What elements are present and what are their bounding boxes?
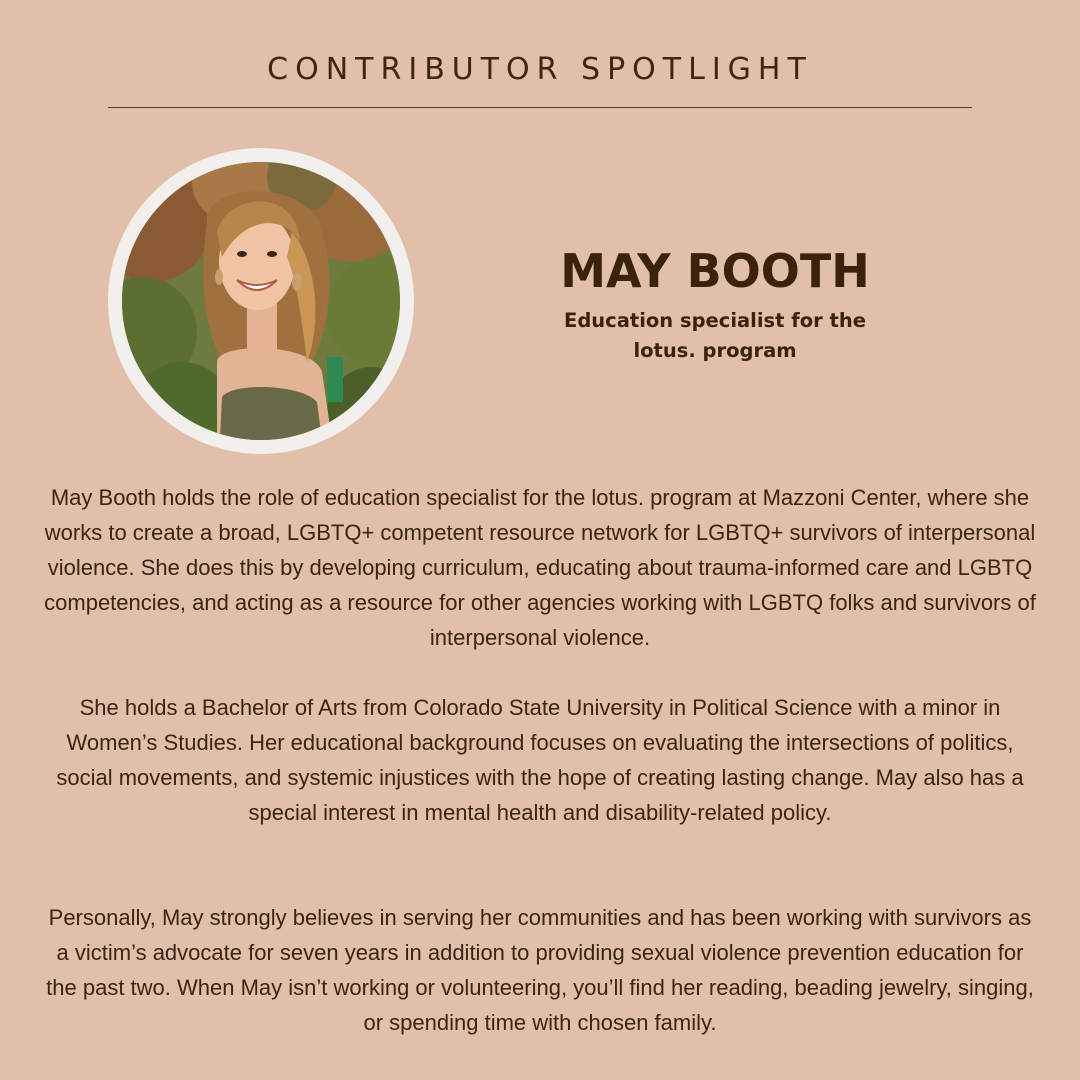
bio-paragraph-2: She holds a Bachelor of Arts from Colorado State University in Political Science with a minor in Women’s Studies. Her educational background focuses on evaluating the intersections of politics, social movements, and systemic injustices with the hope of creating lasting change. May also has a special interest in mental health and disability-related policy. bbox=[56, 695, 1024, 825]
contributor-role bbox=[540, 306, 890, 366]
header-divider bbox=[108, 107, 972, 108]
contributor-name: MAY BOOTH bbox=[560, 244, 870, 298]
role-line-1: Education specialist for the bbox=[564, 309, 866, 332]
page-title: CONTRIBUTOR SPOTLIGHT bbox=[267, 52, 813, 87]
profile-photo-frame bbox=[108, 148, 414, 454]
role-line-2: lotus. program bbox=[633, 339, 797, 362]
portrait-photo-icon bbox=[122, 162, 400, 440]
bio-paragraph-1: May Booth holds the role of education specialist for the lotus. program at Mazzoni Center, where she works to create a broad, LGBTQ+ competent resource network for LGBTQ+ survivors of interpersonal violence. She does this by developing curriculum, educating about trauma-informed care and LGBTQ competencies, and acting as a resource for other agencies working with LGBTQ folks and survivors of interpersonal violence. bbox=[44, 485, 1036, 650]
bio-paragraph-3: Personally, May strongly believes in serving her communities and has been working with survivors as a victim’s advocate for seven years in addition to providing sexual violence prevention education for the past two. When May isn’t working or volunteering, you’ll find her reading, beading jewelry, singing, or spending time with chosen family. bbox=[46, 905, 1034, 1035]
profile-photo bbox=[122, 162, 400, 440]
